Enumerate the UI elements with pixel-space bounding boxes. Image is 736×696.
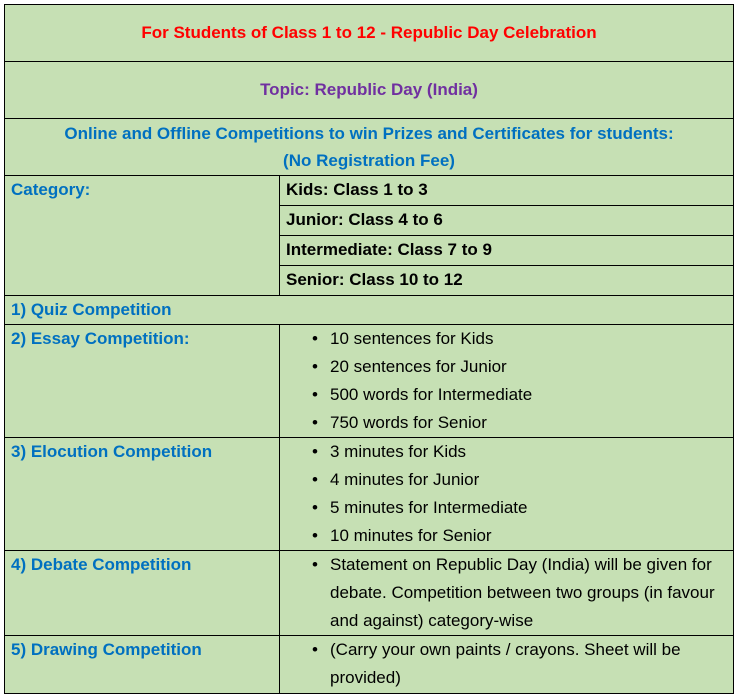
- list-item: • (Carry your own paints / crayons. Sheet will be provided): [312, 636, 727, 692]
- elocution-competition-label: 3) Elocution Competition: [5, 438, 280, 551]
- list-item: • 750 words for Senior: [312, 409, 727, 437]
- drawing-competition-label: 5) Drawing Competition: [5, 636, 280, 694]
- intro-text: [5, 119, 734, 176]
- debate-competition-label: 4) Debate Competition: [5, 551, 280, 636]
- category-intermediate: Intermediate: Class 7 to 9: [280, 236, 734, 266]
- list-item: • 20 sentences for Junior: [312, 353, 727, 381]
- list-item: • Statement on Republic Day (India) will be given for debate. Competition between two groups (in favour and against) category-wise: [312, 551, 727, 635]
- essay-competition-label: 2) Essay Competition:: [5, 325, 280, 438]
- topic-heading: Topic: Republic Day (India): [5, 62, 734, 119]
- intro-line-2: (No Registration Fee): [283, 151, 455, 170]
- list-item: • 3 minutes for Kids: [312, 438, 727, 466]
- list-item: • 10 sentences for Kids: [312, 325, 727, 353]
- intro-line-1: Online and Offline Competitions to win Prizes and Certificates for students:: [64, 124, 674, 143]
- drawing-competition-details: [280, 636, 734, 694]
- quiz-competition: 1) Quiz Competition: [5, 296, 734, 325]
- list-item: • 4 minutes for Junior: [312, 466, 727, 494]
- essay-competition-details: [280, 325, 734, 438]
- page-title: For Students of Class 1 to 12 - Republic Day Celebration: [5, 5, 734, 62]
- category-junior: Junior: Class 4 to 6: [280, 206, 734, 236]
- competition-table: [4, 4, 734, 694]
- category-kids: Kids: Class 1 to 3: [280, 176, 734, 206]
- elocution-competition-details: [280, 438, 734, 551]
- debate-competition-details: [280, 551, 734, 636]
- list-item: • 5 minutes for Intermediate: [312, 494, 727, 522]
- list-item: • 10 minutes for Senior: [312, 522, 727, 550]
- category-label: Category:: [5, 176, 280, 296]
- category-senior: Senior: Class 10 to 12: [280, 266, 734, 296]
- list-item: • 500 words for Intermediate: [312, 381, 727, 409]
